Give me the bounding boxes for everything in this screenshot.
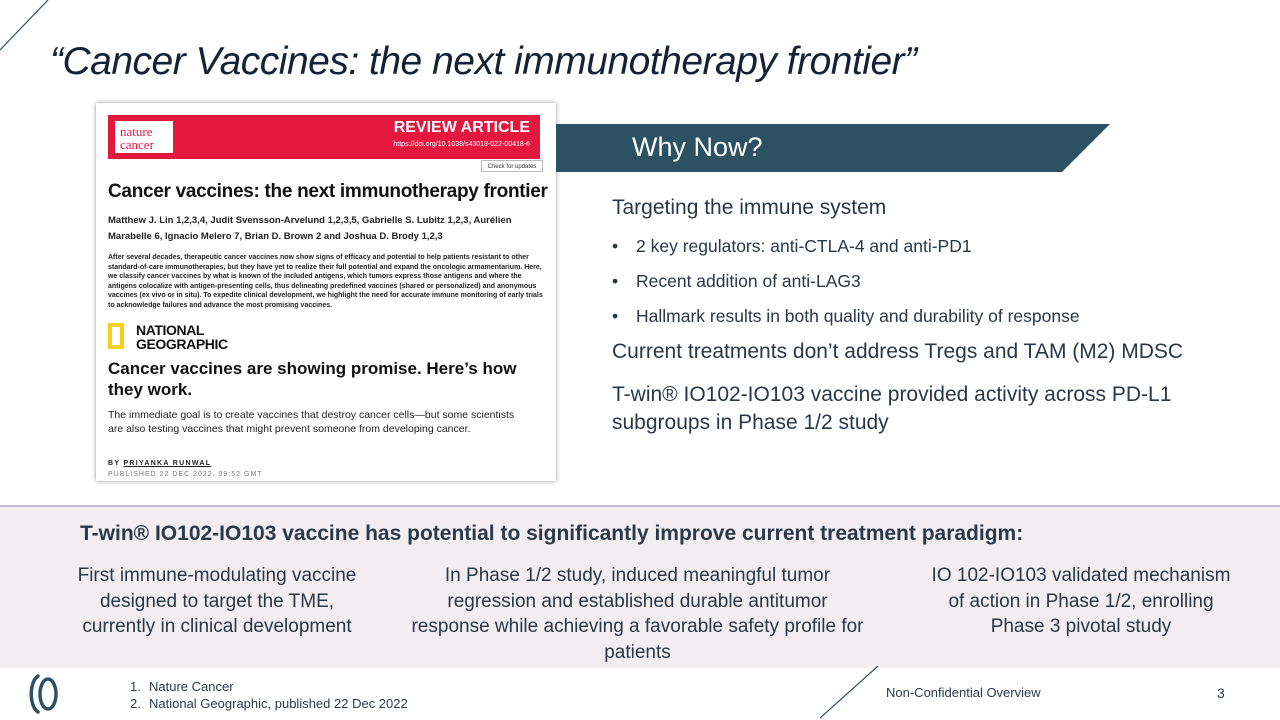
summary-column-1: First immune-modulating vaccine designed to target the TME, currently in clinical development [77, 565, 357, 637]
natgeo-published: PUBLISHED 22 DEC 2022, 09:52 GMT [108, 471, 263, 478]
summary-column-3: IO 102-IO103 validated mechanism of action in Phase 1/2, enrolling Phase 3 pivotal study [931, 565, 1231, 637]
slide-title: “Cancer Vaccines: the next immunotherapy frontier” [50, 40, 917, 83]
footnote: 2. National Geographic, published 22 Dec 2022 [130, 696, 408, 711]
article-title: Cancer vaccines: the next immunotherapy frontier [108, 181, 548, 202]
journal-banner [108, 115, 540, 159]
company-logo-icon [24, 672, 60, 716]
article-type-label: REVIEW ARTICLE [393, 119, 530, 136]
natgeo-body: The immediate goal is to create vaccines that destroy cancer cells—but some scientists are also testing vaccines that might prevent someone from developing cancer. [108, 409, 515, 435]
summary-heading: T-win® IO102-IO103 vaccine has potential to significantly improve current treatment paradigm: [80, 522, 1024, 545]
why-now-content [612, 194, 1252, 437]
why-now-bullet: • 2 key regulators: anti-CTLA-4 and anti-PD1 [612, 236, 972, 256]
why-now-intro: Targeting the immune system [612, 196, 887, 219]
why-now-point-2: Current treatments don’t address Tregs and TAM (M2) MDSC [612, 340, 1184, 363]
footer-label: Non-Confidential Overview [886, 685, 1041, 700]
natgeo-logo-icon [108, 323, 124, 349]
footnote: 1. Nature Cancer [130, 679, 234, 694]
why-now-bullet: • Hallmark results in both quality and durability of response [612, 306, 1080, 326]
why-now-point-3: T-win® IO102-IO103 vaccine provided activity across PD-L1 subgroups in Phase 1/2 study [612, 383, 1172, 434]
nature-cancer-logo: nature cancer [114, 120, 174, 154]
article-abstract: After several decades, therapeutic cancer vaccines now show signs of efficacy and potential to help patients resistant to other standard-of-care immunotherapies, but they have yet to realize their full potential and expand the oncologic armamentarium. Here, we classify cancer vaccines by what is known of the included antigens, which tumors express those antigens and where the antigens colocalize with antigen-presenting cells, thus delineating predefined vaccines (shared or personalized) and anonymous vaccines (ex vivo or in situ). To expedite clinical development, we highlight the need for accurate immune monitoring of early trials to acknowledge failures and advance the most promising vaccines. [108, 254, 543, 309]
article-doi: https://doi.org/10.1038/s43018-022-00418-6 [393, 141, 530, 148]
natgeo-logo-text: NATIONAL GEOGRAPHIC [136, 322, 228, 352]
article-card [96, 103, 556, 481]
natgeo-byline: BY PRIYANKA RUNWAL [108, 460, 212, 467]
natgeo-headline: Cancer vaccines are showing promise. Here’s how they work. [108, 359, 517, 399]
check-for-updates-badge: Check for updates [481, 160, 543, 172]
article-authors: Matthew J. Lin 1,2,3,4, Judit Svensson-Arvelund 1,2,3,5, Gabrielle S. Lubitz 1,2,3, Aurélien Marabelle 6, Ignacio Melero 7, Brian D. Brown 2 and Joshua D. Brody 1,2,3 [108, 215, 512, 242]
footnotes [130, 678, 408, 712]
why-now-bullet: • Recent addition of anti-LAG3 [612, 271, 861, 291]
summary-column-2: In Phase 1/2 study, induced meaningful tumor regression and established durable antitumor response while achieving a favorable safety profile for patients [411, 565, 864, 663]
why-now-heading: Why Now? [632, 132, 763, 162]
page-number: 3 [1217, 685, 1225, 701]
